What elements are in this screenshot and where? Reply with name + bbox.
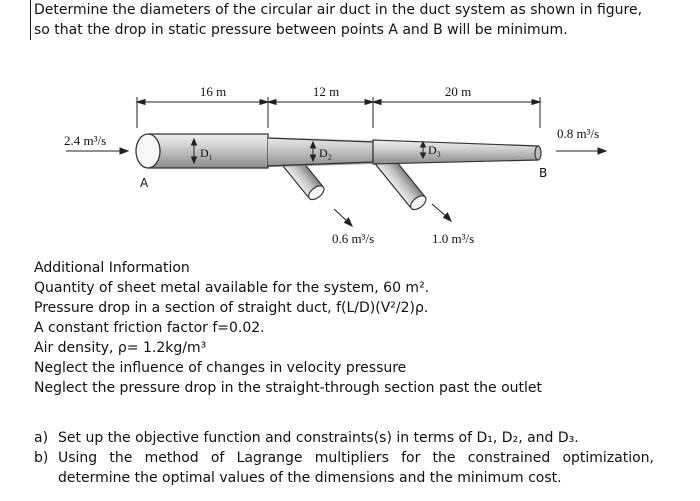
info-pressure-drop: Pressure drop in a section of straight duct, f(L/D)(V²/2)ρ. [34,300,429,316]
point-a-label: A [140,176,149,190]
label-d1: D₁ [200,146,213,160]
dimension-16m: 16 m [199,84,227,99]
task-a-text: Set up the objective function and constraints(s) in terms of D₁, D₂, and D₃. [58,430,579,446]
branch-1-flow-label: 0.6 m³/s [332,231,375,246]
task-b-text: Using the method of Lagrange multipliers for the constrained optimization, determine the optimal values of the dimensions and the minimum cost. [58,450,654,486]
info-friction: A constant friction factor f=0.02. [34,320,265,336]
task-b [34,448,654,488]
problem-line-1: Determine the diameters of the circular air duct in the duct system as shown in figure, [34,2,643,18]
label-d2: D₂ [319,146,332,160]
info-density: Air density, ρ= 1.2kg/m³ [34,340,207,356]
task-list [34,428,654,488]
info-neglect-outlet: Neglect the pressure drop in the straight-through section past the outlet [34,380,543,396]
dimension-lines [137,97,540,128]
main-duct [136,134,541,168]
additional-information [34,258,694,398]
task-a-letter: a) [34,430,49,446]
problem-line-2: so that the drop in static pressure between points A and B will be minimum. [34,22,568,38]
info-neglect-velocity: Neglect the influence of changes in velocity pressure [34,360,407,376]
point-b-label: B [539,166,548,180]
task-a [34,428,654,448]
label-d3: D₃ [428,143,441,157]
inlet-flow-label: 2.4 m³/s [64,133,107,148]
dimension-12m: 12 m [312,84,340,99]
info-heading: Additional Information [34,260,190,276]
info-sheet-metal: Quantity of sheet metal available for the system, 60 m². [34,280,430,296]
task-b-letter: b) [34,450,49,466]
branch-2-flow-label: 1.0 m³/s [432,231,475,246]
dimension-20m: 20 m [444,84,472,99]
outlet-flow-label: 0.8 m³/s [557,126,600,141]
